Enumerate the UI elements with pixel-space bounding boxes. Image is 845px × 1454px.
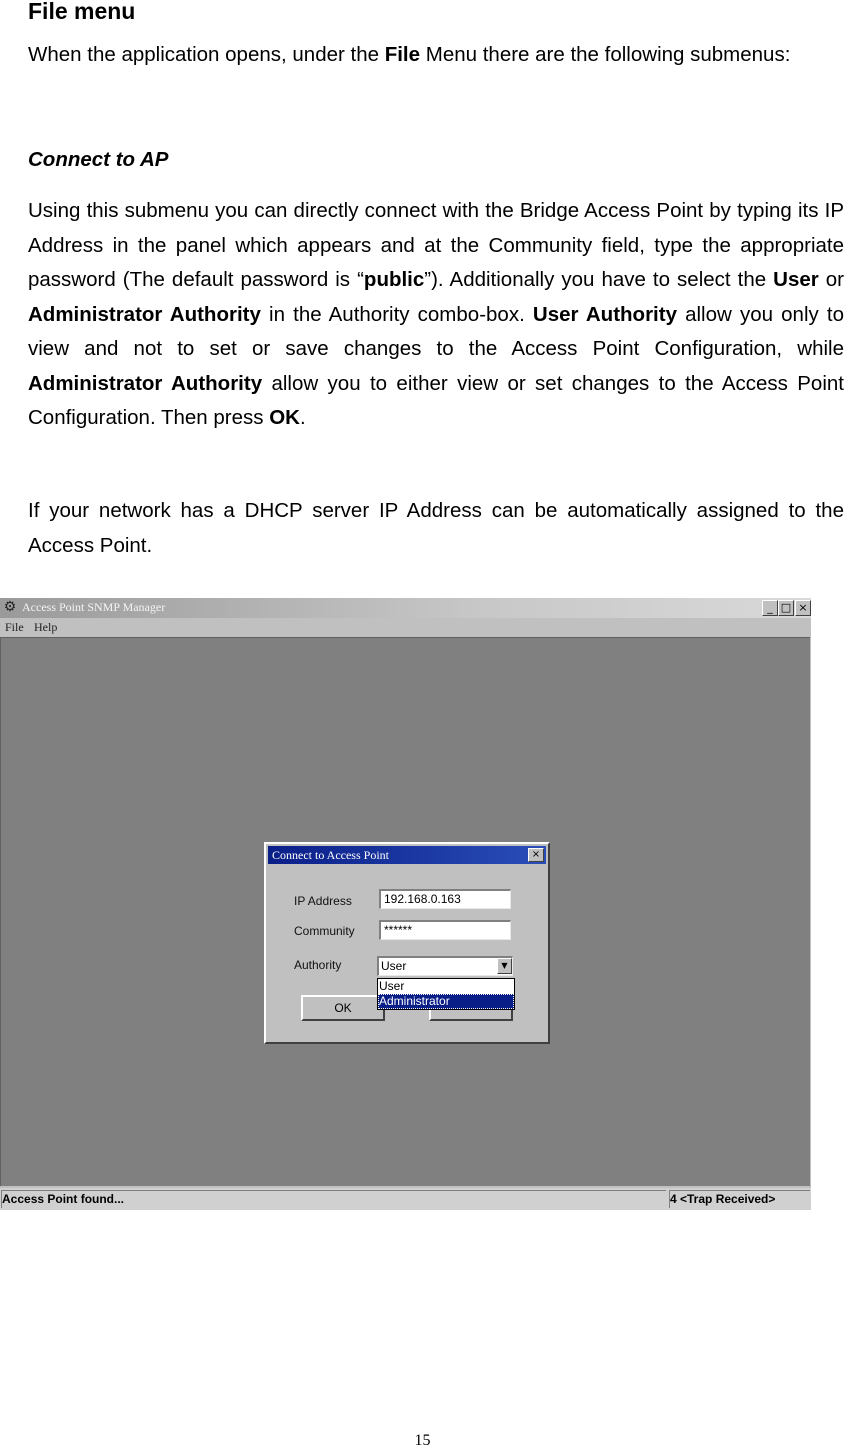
page-number: 15 bbox=[414, 1432, 431, 1449]
body-text: Using this submenu you can directly connect with the Bridge Access Point by typing its IP Address in the panel which appears and at the Community field, type the appropriate password (The default password is “ bbox=[28, 199, 844, 291]
community-label: Community bbox=[294, 924, 355, 938]
app-titlebar bbox=[0, 598, 811, 618]
authority-label: Authority bbox=[294, 958, 342, 972]
bold-administrator-authority: Administrator Authority bbox=[28, 302, 261, 326]
status-bar bbox=[0, 1188, 811, 1210]
chevron-down-icon[interactable]: ▼ bbox=[497, 958, 512, 974]
body-text: or bbox=[818, 268, 844, 291]
menu-file[interactable]: File bbox=[5, 620, 24, 634]
authority-combo[interactable] bbox=[377, 956, 513, 976]
menu-help[interactable]: Help bbox=[34, 620, 58, 634]
body-paragraph bbox=[28, 194, 844, 436]
intro-text-end: Menu there are the following submenus: bbox=[420, 43, 791, 66]
body-text: in the Authority combo-box. bbox=[260, 302, 533, 326]
bold-user: User bbox=[773, 268, 819, 291]
minimize-button[interactable]: _ bbox=[762, 600, 778, 616]
ip-address-input[interactable]: 192.168.0.163 bbox=[379, 889, 511, 909]
network-icon: ⚙ bbox=[3, 600, 17, 615]
option-user[interactable]: User bbox=[379, 979, 405, 993]
ip-address-label: IP Address bbox=[294, 894, 352, 908]
app-window bbox=[0, 598, 811, 1210]
dialog-titlebar bbox=[268, 846, 546, 864]
community-input[interactable]: ****** bbox=[379, 920, 511, 940]
body-text: allow you to either view or set changes to the Access Point Configuration. Then press bbox=[28, 371, 844, 429]
dialog-title: Connect to Access Point bbox=[272, 848, 389, 862]
workspace-area bbox=[0, 637, 810, 1186]
dialog-close-button[interactable]: × bbox=[528, 848, 544, 862]
intro-file-bold: File bbox=[384, 43, 421, 66]
bold-public: public bbox=[363, 268, 425, 291]
bold-administrator-authority-2: Administrator Authority bbox=[28, 371, 263, 395]
subheading-connect-to-ap: Connect to AP bbox=[28, 148, 169, 171]
dhcp-paragraph: If your network has a DHCP server IP Address can be automatically assigned to the Access Point. bbox=[28, 499, 844, 557]
status-message: Access Point found... bbox=[1, 1190, 666, 1208]
ok-button[interactable]: OK bbox=[301, 995, 385, 1021]
option-administrator[interactable]: Administrator bbox=[378, 994, 514, 1009]
close-button[interactable]: × bbox=[795, 600, 811, 616]
bold-ok: OK bbox=[269, 406, 300, 429]
body-text: ”). Additionally you have to select the bbox=[424, 268, 774, 291]
intro-text: When the application opens, under the bbox=[28, 43, 385, 66]
section-heading: File menu bbox=[28, 0, 136, 24]
maximize-button[interactable]: □ bbox=[778, 600, 794, 616]
bold-user-authority: User Authority bbox=[532, 302, 677, 326]
trap-counter: 4 <Trap Received> bbox=[669, 1190, 810, 1208]
app-title: Access Point SNMP Manager bbox=[22, 600, 166, 614]
menu-bar bbox=[0, 618, 811, 636]
authority-value: User bbox=[381, 959, 407, 973]
body-text: allow you only to view and not to set or save changes to the Access Point Configuration, while bbox=[28, 302, 844, 360]
body-text: . bbox=[299, 406, 306, 429]
intro-paragraph bbox=[28, 38, 844, 73]
authority-dropdown-list bbox=[377, 978, 515, 1010]
connect-dialog bbox=[264, 842, 550, 1044]
